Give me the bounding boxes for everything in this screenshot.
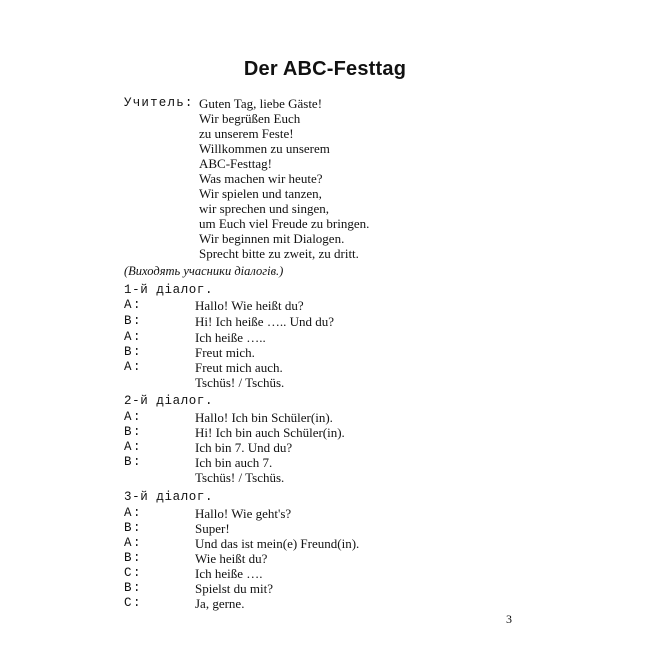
dialog-heading: 2-й діалог. — [124, 394, 214, 408]
teacher-line: wir sprechen und singen, — [199, 201, 329, 216]
dialog-line: Ja, gerne. — [195, 596, 245, 611]
dialog-speaker: B: — [124, 551, 143, 565]
dialog-line: Freut mich auch. — [195, 360, 283, 375]
stage-direction: (Виходять учасники діалогів.) — [124, 264, 284, 278]
dialog-line: Ich heiße …. — [195, 566, 263, 581]
dialog-speaker: B: — [124, 345, 143, 359]
dialog-line: Super! — [195, 521, 230, 536]
dialog-line: Hallo! Wie geht's? — [195, 506, 292, 521]
teacher-line: Wir beginnen mit Dialogen. — [199, 231, 345, 246]
dialog-speaker: A: — [124, 360, 143, 374]
dialog-line: Wie heißt du? — [195, 551, 268, 566]
dialog-line: Ich bin 7. Und du? — [195, 440, 293, 455]
teacher-line: um Euch viel Freude zu bringen. — [199, 216, 370, 231]
teacher-line: zu unserem Feste! — [199, 126, 294, 141]
page-title: Der ABC-Festtag — [243, 58, 407, 80]
dialog-speaker: B: — [124, 581, 143, 595]
teacher-line: Was machen wir heute? — [199, 171, 323, 186]
dialog-heading: 3-й діалог. — [124, 490, 214, 504]
dialog-speaker: B: — [124, 455, 143, 469]
dialog-line: Hi! Ich heiße ….. Und du? — [195, 314, 334, 329]
dialog-speaker: C: — [124, 566, 143, 580]
dialog-speaker: A: — [124, 330, 143, 344]
dialog-line: Hi! Ich bin auch Schüler(in). — [195, 425, 345, 440]
dialog-speaker: C: — [124, 596, 143, 610]
teacher-line: Guten Tag, liebe Gäste! — [199, 96, 323, 111]
dialog-line: Tschüs! / Tschüs. — [195, 470, 285, 485]
dialog-speaker: A: — [124, 298, 143, 312]
dialog-line: Ich bin auch 7. — [195, 455, 273, 470]
dialog-speaker: A: — [124, 536, 143, 550]
dialog-speaker: B: — [124, 425, 143, 439]
dialog-line: Tschüs! / Tschüs. — [195, 375, 285, 390]
dialog-speaker: B: — [124, 314, 143, 328]
dialog-heading: 1-й діалог. — [124, 283, 214, 297]
teacher-line: Willkommen zu unserem — [199, 141, 330, 156]
dialog-line: Spielst du mit? — [195, 581, 273, 596]
dialog-speaker: A: — [124, 410, 143, 424]
page-number: 3 — [506, 612, 512, 626]
teacher-line: Wir begrüßen Euch — [199, 111, 301, 126]
teacher-speaker-label: Учитель: — [124, 96, 194, 110]
dialog-line: Freut mich. — [195, 345, 255, 360]
teacher-line: Sprecht bitte zu zweit, zu dritt. — [199, 246, 359, 261]
dialog-speaker: A: — [124, 440, 143, 454]
teacher-line: Wir spielen und tanzen, — [199, 186, 322, 201]
dialog-speaker: A: — [124, 506, 143, 520]
dialog-line: Hallo! Wie heißt du? — [195, 298, 304, 313]
dialog-line: Und das ist mein(e) Freund(in). — [195, 536, 360, 551]
teacher-line: ABC-Festtag! — [199, 156, 272, 171]
dialog-line: Ich heiße ….. — [195, 330, 266, 345]
dialog-speaker: B: — [124, 521, 143, 535]
dialog-line: Hallo! Ich bin Schüler(in). — [195, 410, 333, 425]
